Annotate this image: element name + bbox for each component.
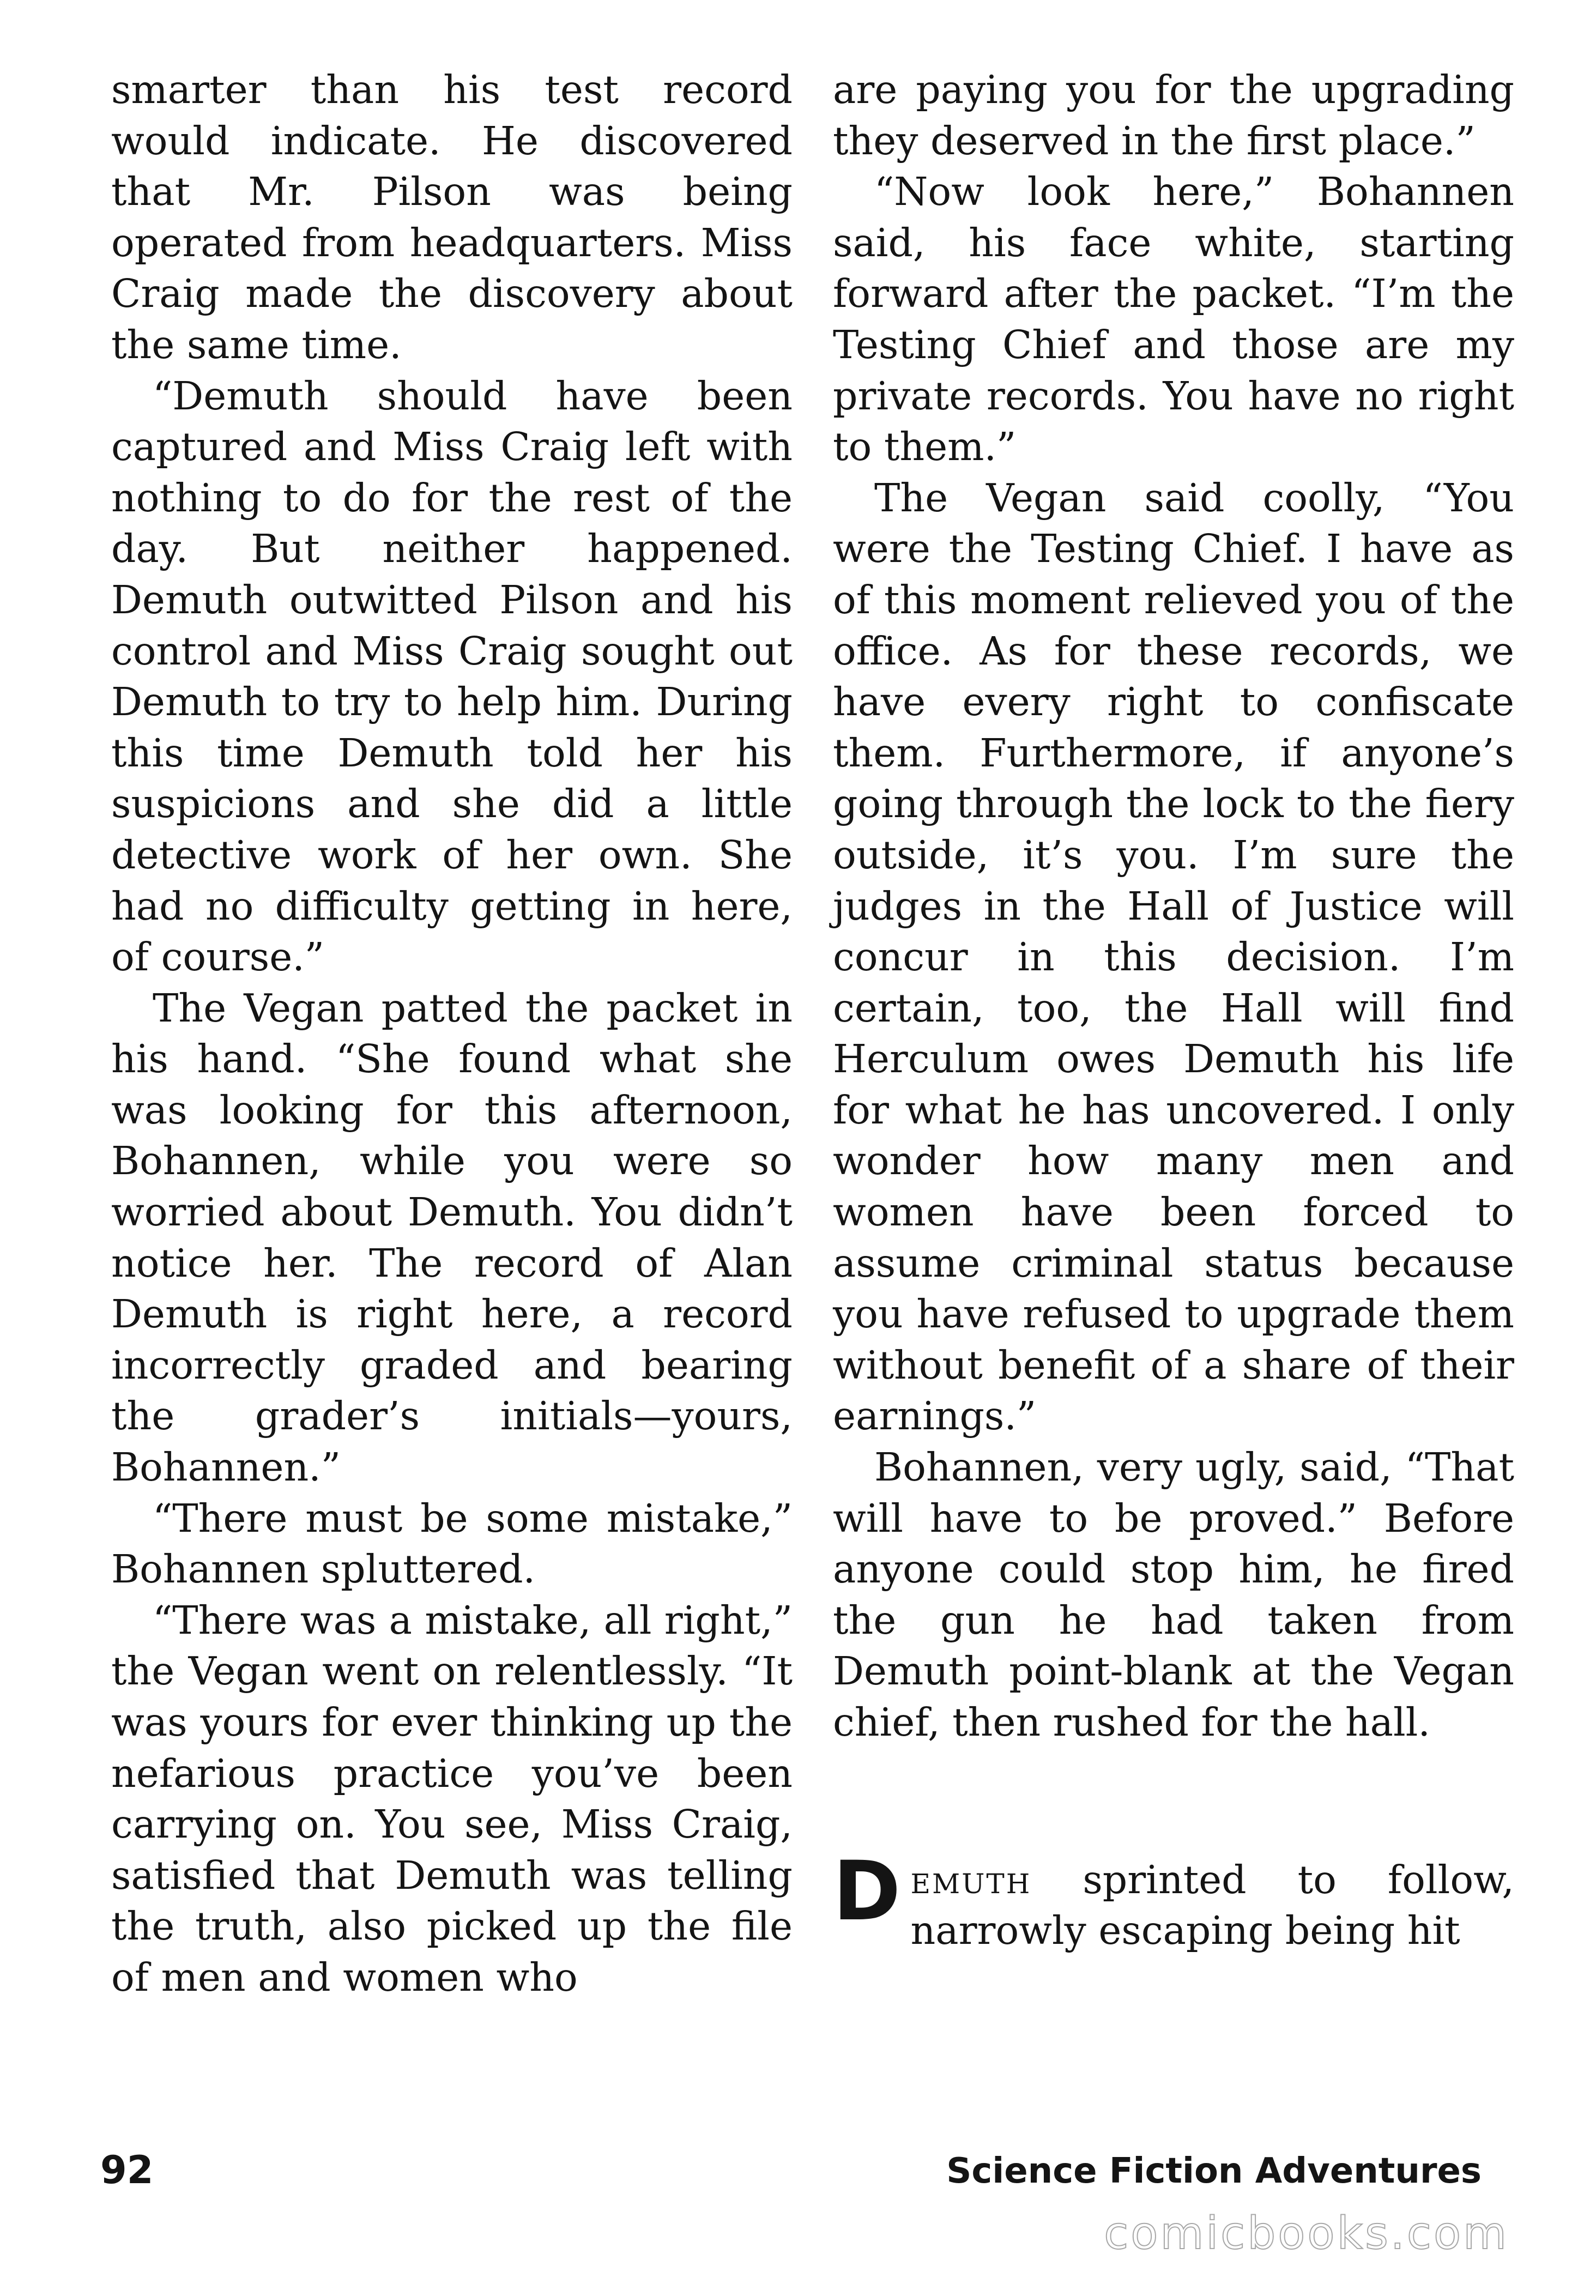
paragraph-continued: smarter than his test record would indicate. He discovered that Mr. Pilson was being operated from headquarters. Miss Craig made the discovery about the same time. bbox=[111, 67, 793, 367]
paragraph-continued: are paying you for the upgrading they deserved in the first place.” bbox=[833, 67, 1514, 164]
text-column-left bbox=[111, 64, 793, 2003]
drop-cap: D bbox=[833, 1844, 901, 1939]
paragraph: The Vegan said coolly, “You were the Testing Chief. I have as of this moment relieved you of the office. As for these records, we have every right to confiscate them. Furthermore, if anyone’s going through the lock to the fiery outside, it’s you. I’m sure the judges in the Hall of Justice will concur in this decision. I’m certain, too, the Hall will find Herculum owes Demuth his life for what he has uncovered. I only wonder how many men and women have been forced to assume criminal status because you have refused to upgrade them without benefit of a share of their earnings.” bbox=[833, 475, 1514, 1439]
paragraph: “There was a mistake, all right,” the Vegan went on relentlessly. “It was yours for ever thinking up the nefarious practice you’ve been carrying on. You see, Miss Craig, satisfied that Demuth was telling the truth, also picked up the file of men and women who bbox=[111, 1597, 793, 2000]
paragraph: Bohannen, very ugly, said, “That will have to be proved.” Before anyone could stop him, he fired the gun he had taken from Demuth point-blank at the Vegan chief, then rushed for the hall. bbox=[833, 1445, 1514, 1745]
page-number: 92 bbox=[100, 2148, 154, 2192]
section-opening-paragraph bbox=[833, 1844, 1514, 1956]
paragraph: The Vegan patted the packet in his hand. “She found what she was looking for this afternoon, Bohannen, while you were so worried about Demuth. You didn’t notice her. The record of Alan Demuth is right here, a record incorrectly graded and bearing the grader’s initials—yours, Bohannen.” bbox=[111, 985, 793, 1490]
paragraph: “Demuth should have been captured and Miss Craig left with nothing to do for the rest of the day. But neither happened. Demuth outwitted Pilson and his control and Miss Craig sought out Demuth to try to help him. During this time Demuth told her his suspicions and she did a little detective work of her own. She had no difficulty getting in here, of course.” bbox=[111, 373, 793, 980]
section-break-space bbox=[833, 1748, 1514, 1854]
paragraph: “There must be some mistake,” Bohannen spluttered. bbox=[111, 1495, 793, 1592]
paragraph: “Now look here,” Bohannen said, his face white, starting forward after the packet. “I’m the Testing Chief and those are my private records. You have no right to them.” bbox=[833, 169, 1514, 470]
section-opening-text: sprinted to follow, narrowly escaping being hit bbox=[910, 1857, 1514, 1954]
small-caps-lead-in: emuth bbox=[910, 1857, 1032, 1902]
watermark: comicbooks.com bbox=[1104, 2208, 1509, 2259]
text-column-right bbox=[833, 64, 1514, 1956]
magazine-title-footer: Science Fiction Adventures bbox=[946, 2151, 1482, 2191]
